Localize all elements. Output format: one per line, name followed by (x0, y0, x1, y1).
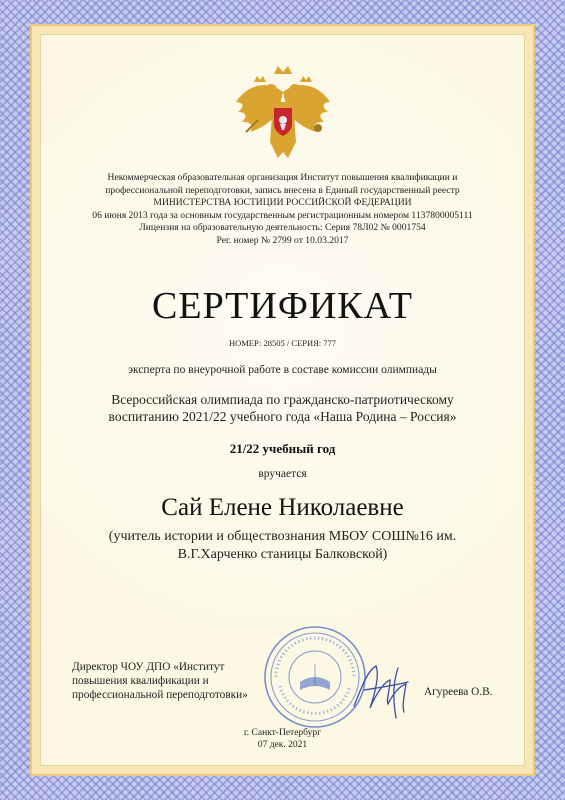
certificate-purpose: эксперта по внеурочной работе в составе комиссии олимпиады (128, 364, 437, 376)
certificate-number: НОМЕР: 28505 / СЕРИЯ: 777 (228, 338, 337, 348)
city: г. Санкт-Петербург (243, 728, 322, 738)
position-line: (учитель истории и обществознания МБОУ СОШ№16 им. (108, 529, 457, 544)
issue-date: 07 дек. 2021 (257, 740, 308, 750)
org-line: профессиональной переподготовки, запись внесена в Единый государственный реестр (105, 184, 460, 196)
organization-info (60, 172, 505, 248)
position-line: В.Г.Харченко станицы Балковской) (177, 547, 388, 562)
org-line: Рег. номер № 2799 от 10.03.2017 (216, 234, 349, 246)
awarded-label: вручается (258, 468, 307, 480)
certificate-title: СЕРТИФИКАТ (152, 285, 413, 327)
director-block (72, 660, 312, 702)
director-line: Директор ЧОУ ДПО «Институт (72, 661, 225, 673)
coat-of-arms-icon (228, 62, 338, 168)
signer-name: Агуреева О.В. (424, 686, 493, 698)
org-line: Лицензия на образовательную деятельность: Серия 78Л02 № 0001754 (139, 222, 426, 234)
recipient-position (60, 528, 505, 564)
olympiad-line: Всероссийская олимпиада по гражданско-патриотическому (111, 392, 454, 407)
director-line: профессиональной переподготовки» (72, 689, 248, 701)
org-line: 06 июня 2013 года за основным государственным регистрационным номером 1137800005111 (92, 209, 473, 221)
place-and-date (60, 727, 505, 751)
director-line: повышения квалификации и (72, 675, 209, 687)
olympiad-name (60, 391, 505, 425)
academic-year: 21/22 учебный год (229, 441, 336, 456)
olympiad-line: воспитанию 2021/22 учебного года «Наша Родина – Россия» (108, 409, 457, 424)
recipient-name: Сай Елене Николаевне (161, 494, 404, 521)
org-line: МИНИСТЕРСТВА ЮСТИЦИИ РОССИЙСКОЙ ФЕДЕРАЦИИ (153, 197, 412, 209)
org-line: Некоммерческая образовательная организация Институт повышения квалификации и (107, 172, 458, 183)
signature-icon (346, 646, 426, 726)
